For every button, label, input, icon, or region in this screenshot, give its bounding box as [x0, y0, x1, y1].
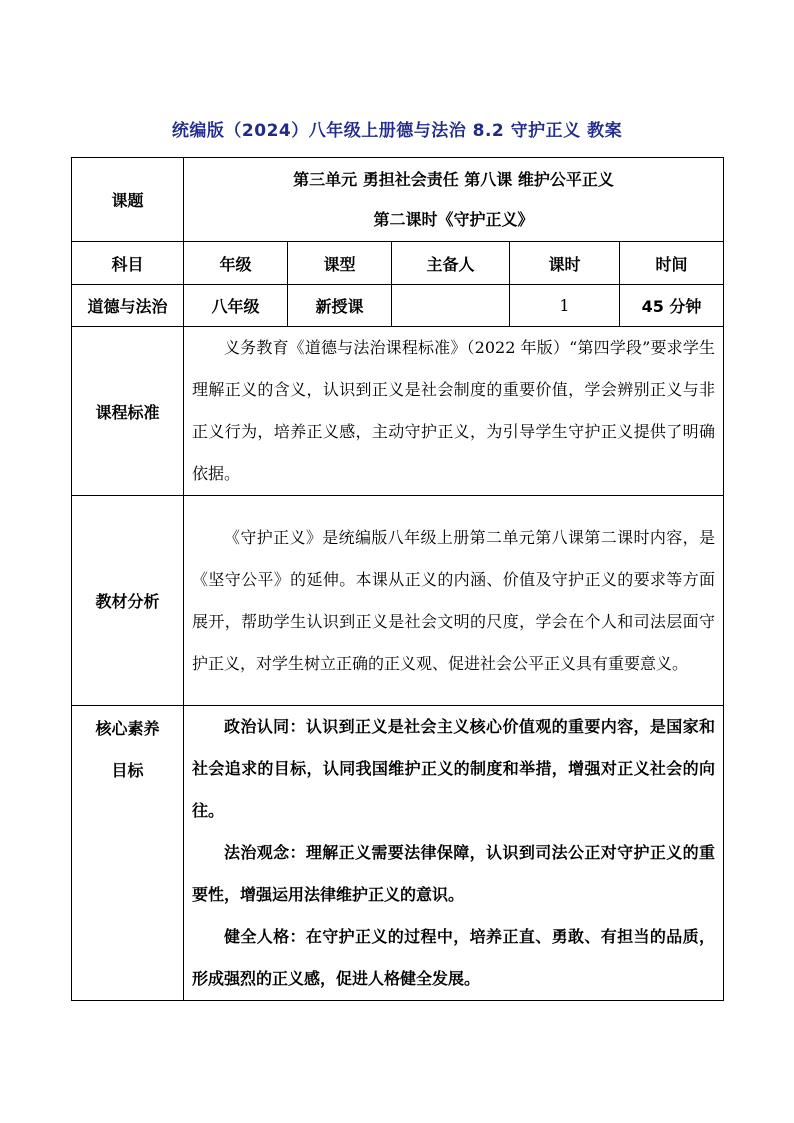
core-item-political: 政治认同：认识到正义是社会主义核心价值观的重要内容，是国家和社会追求的目标，认同我国维护正义的制度和举措，增强对正义社会的向往。	[192, 717, 715, 820]
core-item-law: 法治观念：理解正义需要法律保障，认识到司法公正对守护正义的重要性，增强运用法律维护正义的意识。	[192, 843, 715, 904]
value-periods: 1	[510, 285, 620, 327]
header-time: 时间	[620, 242, 724, 285]
core-item-personality: 健全人格：在守护正义的过程中，培养正直、勇敢、有担当的品质，形成强烈的正义感，促进人格健全发展。	[192, 927, 715, 988]
analysis-text: 《守护正义》是统编版八年级上册第二单元第八课第二课时内容，是《坚守公平》的延伸。本课从正义的内涵、价值及守护正义的要求等方面展开，帮助学生认识到正义是社会文明的尺度，学会在个人和司法层面守护正义，对学生树立正确的正义观、促进社会公平正义具有重要意义。	[192, 527, 715, 673]
core-cell	[184, 706, 724, 1001]
header-grade: 年级	[184, 242, 288, 285]
header-subject: 科目	[72, 242, 184, 285]
value-subject: 道德与法治	[72, 285, 184, 327]
header-lesson-type: 课型	[288, 242, 392, 285]
analysis-label: 教材分析	[72, 496, 184, 706]
standard-row	[72, 327, 724, 496]
value-time: 45 分钟	[620, 285, 724, 327]
topic-line-1: 第三单元 勇担社会责任 第八课 维护公平正义	[293, 169, 614, 189]
value-grade: 八年级	[184, 285, 288, 327]
standard-text: 义务教育《道德与法治课程标准》（2022 年版）“第四学段”要求学生理解正义的含义，认识到正义是社会制度的重要价值，学会辨别正义与非正义行为，培养正义感，主动守护正义，为引导学生守护正义提供了明确依据。	[192, 338, 715, 483]
topic-label: 课题	[72, 158, 184, 242]
standard-label: 课程标准	[72, 327, 184, 496]
value-lesson-type: 新授课	[288, 285, 392, 327]
standard-cell	[184, 327, 724, 496]
value-preparer	[392, 285, 510, 327]
core-label-line-2: 目标	[111, 761, 144, 780]
header-periods: 课时	[510, 242, 620, 285]
topic-cell	[184, 158, 724, 242]
analysis-row	[72, 496, 724, 706]
document-title: 统编版（2024）八年级上册德与法治 8.2 守护正义 教案	[171, 121, 623, 141]
topic-row	[72, 158, 724, 242]
core-label	[72, 706, 184, 1001]
topic-line-2: 第二课时《守护正义》	[373, 209, 534, 229]
values-row	[72, 285, 724, 327]
core-row	[72, 706, 724, 1001]
lesson-plan-table	[71, 157, 724, 1001]
core-label-line-1: 核心素养	[95, 719, 160, 738]
header-preparer: 主备人	[392, 242, 510, 285]
header-row	[72, 242, 724, 285]
analysis-cell	[184, 496, 724, 706]
